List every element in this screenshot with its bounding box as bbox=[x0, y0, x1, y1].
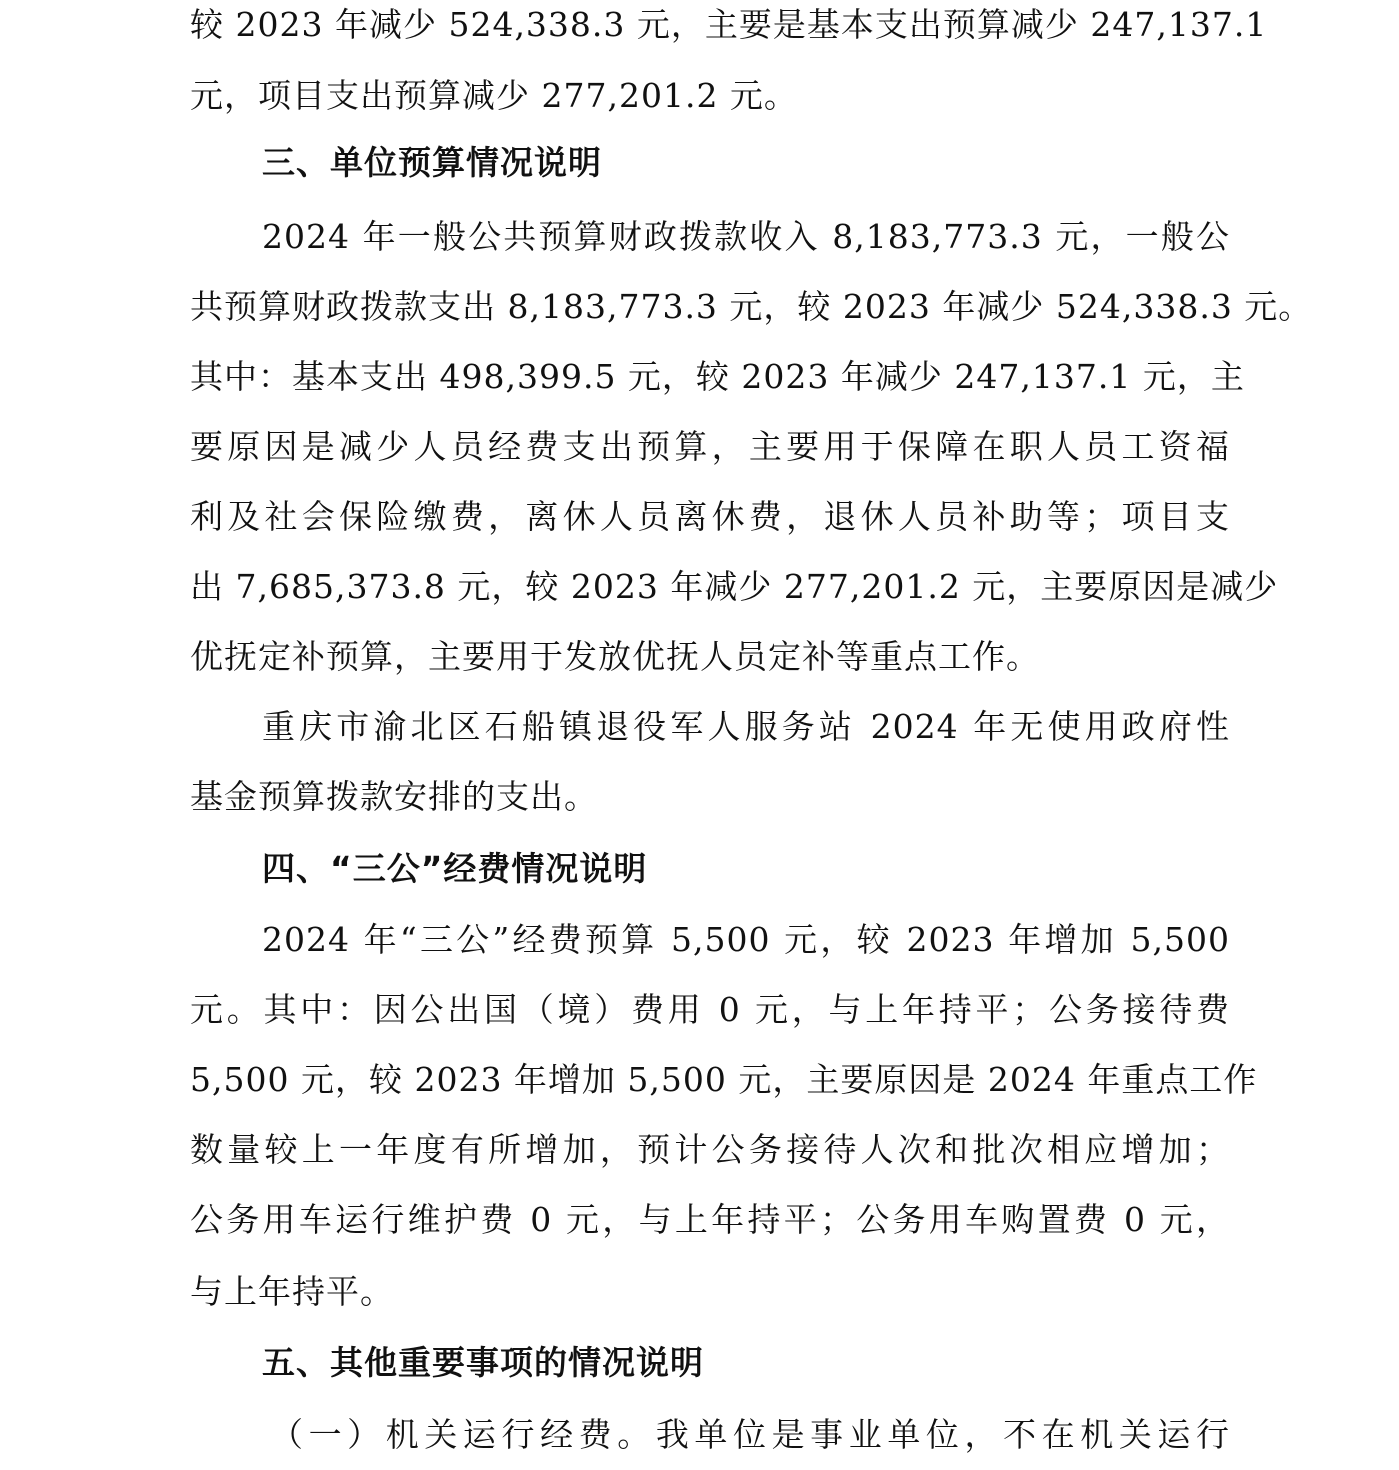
paragraph-line: 5,500 元，较 2023 年增加 5,500 元，主要原因是 2024 年重点工作 bbox=[190, 1060, 1258, 1099]
section-heading: 三、单位预算情况说明 bbox=[262, 143, 602, 182]
paragraph-line: 数量较上一年度有所增加，预计公务接待人次和批次相应增加； bbox=[190, 1130, 1230, 1169]
paragraph-line: 基金预算拨款安排的支出。 bbox=[190, 777, 598, 816]
paragraph-line: 出 7,685,373.8 元，较 2023 年减少 277,201.2 元，主要原因是减少 bbox=[190, 567, 1279, 606]
paragraph-line: 利及社会保险缴费，离休人员离休费，退休人员补助等；项目支 bbox=[190, 497, 1230, 536]
paragraph-line: 2024 年一般公共预算财政拨款收入 8,183,773.3 元，一般公 bbox=[262, 217, 1230, 256]
paragraph-line: 与上年持平。 bbox=[190, 1272, 394, 1311]
paragraph-line: 要原因是减少人员经费支出预算，主要用于保障在职人员工资福 bbox=[190, 427, 1230, 466]
section-heading: 五、其他重要事项的情况说明 bbox=[262, 1343, 704, 1382]
paragraph-line: （一）机关运行经费。我单位是事业单位，不在机关运行 bbox=[270, 1415, 1230, 1454]
paragraph-line: 元，项目支出预算减少 277,201.2 元。 bbox=[190, 76, 798, 115]
paragraph-line: 其中：基本支出 498,399.5 元，较 2023 年减少 247,137.1 元，主 bbox=[190, 357, 1245, 396]
paragraph-line: 2024 年“三公”经费预算 5,500 元，较 2023 年增加 5,500 bbox=[262, 920, 1230, 959]
paragraph-line: 重庆市渝北区石船镇退役军人服务站 2024 年无使用政府性 bbox=[262, 707, 1230, 746]
paragraph-line: 较 2023 年减少 524,338.3 元，主要是基本支出预算减少 247,137.1 bbox=[190, 5, 1268, 44]
paragraph-line: 优抚定补预算，主要用于发放优抚人员定补等重点工作。 bbox=[190, 637, 1040, 676]
paragraph-line: 共预算财政拨款支出 8,183,773.3 元，较 2023 年减少 524,338.3 元。 bbox=[190, 287, 1313, 326]
paragraph-line: 公务用车运行维护费 0 元，与上年持平；公务用车购置费 0 元， bbox=[190, 1200, 1230, 1239]
section-heading: 四、“三公”经费情况说明 bbox=[262, 849, 648, 888]
paragraph-line: 元。其中：因公出国（境）费用 0 元，与上年持平；公务接待费 bbox=[190, 990, 1230, 1029]
